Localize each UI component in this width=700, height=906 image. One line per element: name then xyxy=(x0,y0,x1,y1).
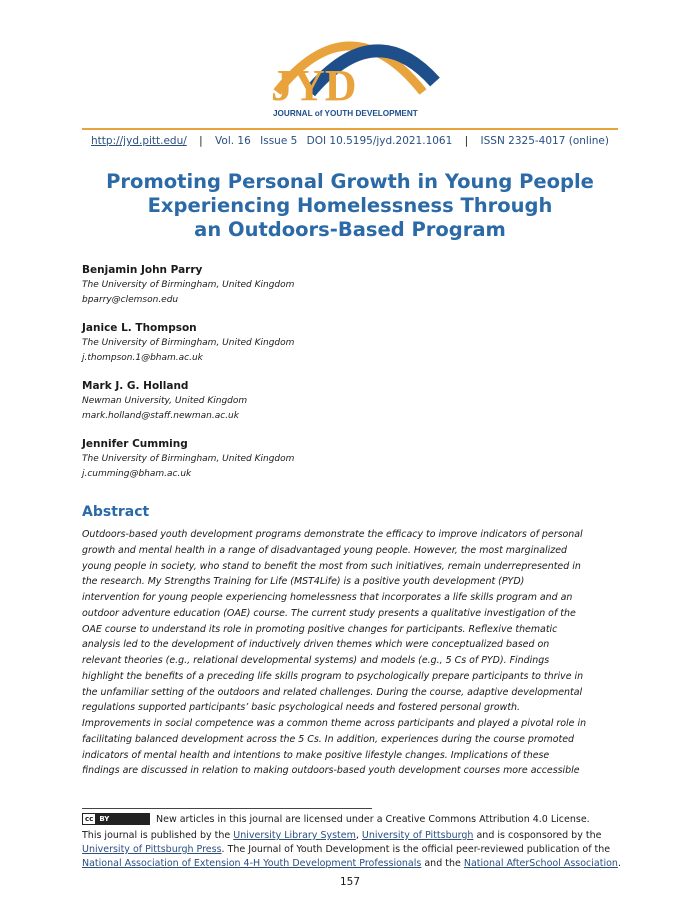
author-affiliation: The University of Birmingham, United Kingdom xyxy=(82,338,295,348)
author-email[interactable]: mark.holland@staff.newman.ac.uk xyxy=(82,411,239,421)
and-text: and the xyxy=(421,858,464,869)
logo-mark: JYD xyxy=(271,61,357,110)
author-name: Jennifer Cumming xyxy=(82,438,188,450)
author-block xyxy=(82,320,602,366)
publisher-line xyxy=(82,843,642,857)
journal-url-link[interactable]: http://jyd.pitt.edu/ xyxy=(91,135,187,147)
abstract-line: regulations supported participants’ basic psychological needs and fostered personal growth. xyxy=(82,702,521,714)
abstract-line: intervention for young people experiencing homelessness that incorporates a life skills program and an xyxy=(82,592,573,603)
license-text: New articles in this journal are licensed under a Creative Commons Attribution 4.0 License. xyxy=(156,813,590,825)
abstract-line: the research. My Strengths Training for Life (MST4Life) is a positive youth development (PYD) xyxy=(82,576,525,588)
footer-rule xyxy=(82,808,372,809)
cc-badge-by: BY xyxy=(96,814,149,824)
author-name: Janice L. Thompson xyxy=(82,322,197,334)
author-block xyxy=(82,262,602,308)
author-affiliation: Newman University, United Kingdom xyxy=(82,396,248,406)
issue: Issue 5 xyxy=(260,135,298,147)
cosponsor-text: and is cosponsored by the xyxy=(473,830,602,841)
abstract-line: OAE course to understand its role in promoting positive changes for participants. Reflexive thematic xyxy=(82,623,558,635)
pitt-press-link[interactable]: University of Pittsburgh Press xyxy=(82,844,222,855)
meta-separator: | xyxy=(464,135,469,147)
nae4ha-link[interactable]: National Association of Extension 4-H Youth Development Professionals xyxy=(82,858,422,869)
title-line: an Outdoors-Based Program xyxy=(194,218,506,241)
abstract-heading: Abstract xyxy=(82,504,150,520)
naa-link[interactable]: National AfterSchool Association xyxy=(463,858,618,869)
jyd-arc-logo-icon xyxy=(255,20,445,125)
journal-logo xyxy=(255,20,445,125)
abstract-body xyxy=(82,527,622,779)
abstract-line: the unfamiliar setting of the outdoors and related challenges. During the course, adaptive developmental xyxy=(82,686,583,698)
pitt-link[interactable]: University of Pittsburgh xyxy=(361,830,474,841)
abstract-line: Improvements in social competence was a common theme across participants and played a pivotal role in xyxy=(82,718,587,729)
abstract-line: analysis led to the development of inductively driven themes which were conceptualized based on xyxy=(82,639,550,651)
author-affiliation: The University of Birmingham, United Kingdom xyxy=(82,280,295,290)
author-name: Benjamin John Parry xyxy=(82,264,203,276)
author-email[interactable]: j.cumming@bham.ac.uk xyxy=(82,469,192,479)
logo-tagline: JOURNAL of YOUTH DEVELOPMENT xyxy=(273,109,418,118)
journal-meta-line xyxy=(0,135,700,147)
official-publication-text: . The Journal of Youth Development is the official peer-reviewed publication of the xyxy=(221,844,611,855)
cc-badge-cc: cc xyxy=(83,814,96,824)
publisher-line xyxy=(82,857,642,871)
author-affiliation: The University of Birmingham, United Kingdom xyxy=(82,454,295,464)
abstract-line: young people in society, who stand to benefit the most from such initiatives, remain underrepresented in xyxy=(82,560,581,572)
abstract-line: highlight the benefits of a preceding life skills program to psychologically prepare participants to thrive in xyxy=(82,670,584,682)
abstract-line: growth and mental health in a range of disadvantaged young people. However, the most marginalized xyxy=(82,544,568,556)
author-block xyxy=(82,436,602,482)
publisher-line xyxy=(82,829,642,843)
volume: Vol. 16 xyxy=(215,135,251,147)
doi: DOI 10.5195/jyd.2021.1061 xyxy=(306,135,453,147)
author-list xyxy=(82,262,602,494)
title-line: Experiencing Homelessness Through xyxy=(147,194,553,217)
issn: ISSN 2325-4017 (online) xyxy=(480,135,609,147)
meta-separator: | xyxy=(199,135,203,147)
comma: , xyxy=(355,830,362,841)
abstract-line: facilitating balanced development across the 5 Cs. In addition, experiences during the course promoted xyxy=(82,733,575,745)
abstract-line: relevant theories (e.g., relational developmental systems) and models (e.g., 5 Cs of PYD). Findings xyxy=(82,655,550,666)
publisher-text: This journal is published by the xyxy=(82,830,234,841)
uls-link[interactable]: University Library System xyxy=(233,830,356,841)
header-rule xyxy=(82,128,618,130)
period: . xyxy=(617,858,621,869)
author-email[interactable]: bparry@clemson.edu xyxy=(82,295,179,305)
abstract-line: Outdoors-based youth development programs demonstrate the efficacy to improve indicators of personal xyxy=(82,529,583,540)
license-row xyxy=(82,813,590,825)
publisher-info xyxy=(82,829,642,871)
abstract-line: findings are discussed in relation to making outdoors-based youth development courses more accessible xyxy=(82,765,580,777)
abstract-line: indicators of mental health and intentions to make positive lifestyle changes. Implications of these xyxy=(82,749,550,761)
author-email[interactable]: j.thompson.1@bham.ac.uk xyxy=(82,353,203,363)
article-title xyxy=(80,170,620,242)
abstract-line: outdoor adventure education (OAE) course. The current study presents a qualitative investigation of the xyxy=(82,607,576,619)
author-name: Mark J. G. Holland xyxy=(82,380,189,392)
cc-by-license-icon[interactable] xyxy=(82,813,150,825)
title-line: Promoting Personal Growth in Young People xyxy=(106,170,594,193)
author-block xyxy=(82,378,602,424)
page-number: 157 xyxy=(339,876,361,888)
